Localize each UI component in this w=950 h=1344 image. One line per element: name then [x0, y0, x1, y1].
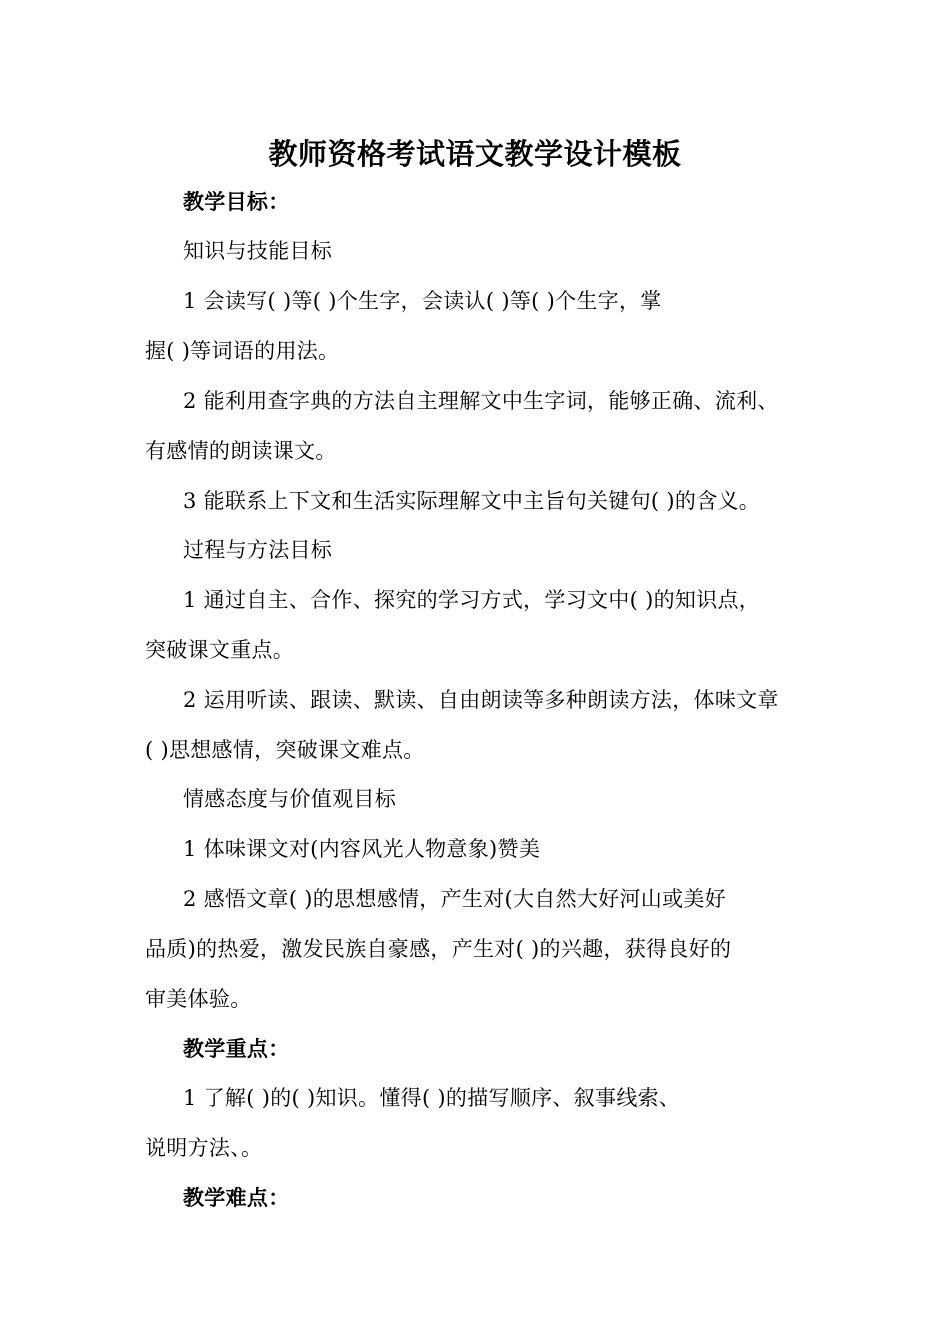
document-title: 教师资格考试语文教学设计模板 — [268, 137, 682, 171]
paragraph-line: ( )思想感情，突破课文难点。 — [145, 738, 425, 762]
paragraph-line: 品质)的热爱，激发民族自豪感，产生对( )的兴趣，获得良好的 — [145, 937, 732, 961]
paragraph-line: 1 了解( )的( )知识。懂得( )的描写顺序、叙事线索、 — [183, 1086, 681, 1110]
paragraph-line: 说明方法、。 — [145, 1136, 263, 1160]
paragraph-line: 突破课文重点。 — [145, 638, 295, 662]
paragraph-line: 2 运用听读、跟读、默读、自由朗读等多种朗读方法，体味文章 — [183, 688, 779, 712]
paragraph-line: 2 感悟文章( )的思想感情，产生对(大自然大好河山或美好 — [183, 887, 726, 911]
paragraph-line: 1 通过自主、合作、探究的学习方式，学习文中( )的知识点， — [183, 588, 761, 612]
paragraph-line: 3 能联系上下文和生活实际理解文中主旨句关键句( )的含义。 — [183, 489, 761, 513]
paragraph-line: 握( )等词语的用法。 — [145, 339, 340, 363]
paragraph-line: 2 能利用查字典的方法自主理解文中生字词，能够正确、流利、 — [183, 389, 779, 413]
paragraph-line: 审美体验。 — [145, 987, 252, 1011]
paragraph-line: 1 体味课文对(内容风光人物意象)赞美 — [183, 837, 541, 861]
heading-teaching-focus: 教学重点： — [183, 1036, 290, 1061]
subheading-process-methods: 过程与方法目标 — [183, 538, 333, 562]
heading-teaching-objectives: 教学目标： — [183, 189, 290, 214]
heading-teaching-difficulty: 教学难点： — [183, 1185, 290, 1210]
paragraph-line: 1 会读写( )等( )个生字，会读认( )等( )个生字，掌 — [183, 289, 662, 313]
subheading-knowledge-skills: 知识与技能目标 — [183, 239, 333, 263]
subheading-emotion-values: 情感态度与价值观目标 — [183, 787, 396, 811]
paragraph-line: 有感情的朗读课文。 — [145, 439, 337, 463]
